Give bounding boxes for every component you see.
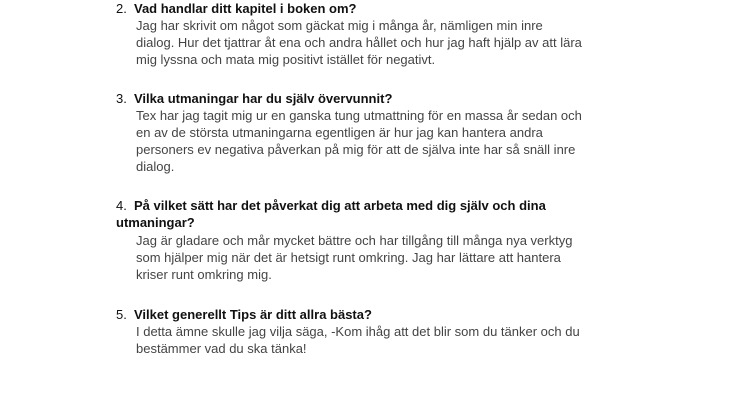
question-4 xyxy=(116,197,546,214)
answer-line: Jag är gladare och mår mycket bättre och har tillgång till många nya verktyg xyxy=(136,233,573,248)
answer-3 xyxy=(136,107,676,175)
question-text: Vilka utmaningar har du själv övervunnit? xyxy=(134,91,393,106)
question-text: Vilket generellt Tips är ditt allra bästa? xyxy=(134,307,372,322)
question-text: På vilket sätt har det påverkat dig att arbeta med dig själv och dina xyxy=(134,198,546,213)
answer-line: Tex har jag tagit mig ur en ganska tung utmattning för en massa år sedan och xyxy=(136,108,582,123)
answer-line: personers ev negativa påverkan på mig för att de själva inte har så snäll inre xyxy=(136,142,576,157)
question-2 xyxy=(116,0,356,17)
question-number: 5. xyxy=(116,307,127,322)
answer-2 xyxy=(136,17,676,68)
answer-line: kriser runt omkring mig. xyxy=(136,267,272,282)
question-3 xyxy=(116,90,392,107)
question-4-continued xyxy=(116,214,195,231)
question-number: 2. xyxy=(116,1,127,16)
answer-5 xyxy=(136,323,676,357)
answer-line: som hjälper mig när det är hetsigt runt omkring. Jag har lättare att hantera xyxy=(136,250,561,265)
answer-line: en av de största utmaningarna egentligen är hur jag kan hantera andra xyxy=(136,125,543,140)
answer-line: bestämmer vad du ska tänka! xyxy=(136,341,307,356)
question-number: 4. xyxy=(116,198,127,213)
answer-4 xyxy=(136,232,676,283)
answer-line: dialog. xyxy=(136,159,175,174)
question-text: utmaningar? xyxy=(116,215,195,230)
answer-line: dialog. Hur det tjattrar åt ena och andra hållet och hur jag haft hjälp av att lära xyxy=(136,35,582,50)
question-text: Vad handlar ditt kapitel i boken om? xyxy=(134,1,357,16)
question-number: 3. xyxy=(116,91,127,106)
answer-line: I detta ämne skulle jag vilja säga, -Kom ihåg att det blir som du tänker och du xyxy=(136,324,580,339)
question-5 xyxy=(116,306,372,323)
answer-line: mig lyssna och mata mig positivt istället för negativt. xyxy=(136,52,436,67)
answer-line: Jag har skrivit om något som gäckat mig i många år, nämligen min inre xyxy=(136,18,543,33)
